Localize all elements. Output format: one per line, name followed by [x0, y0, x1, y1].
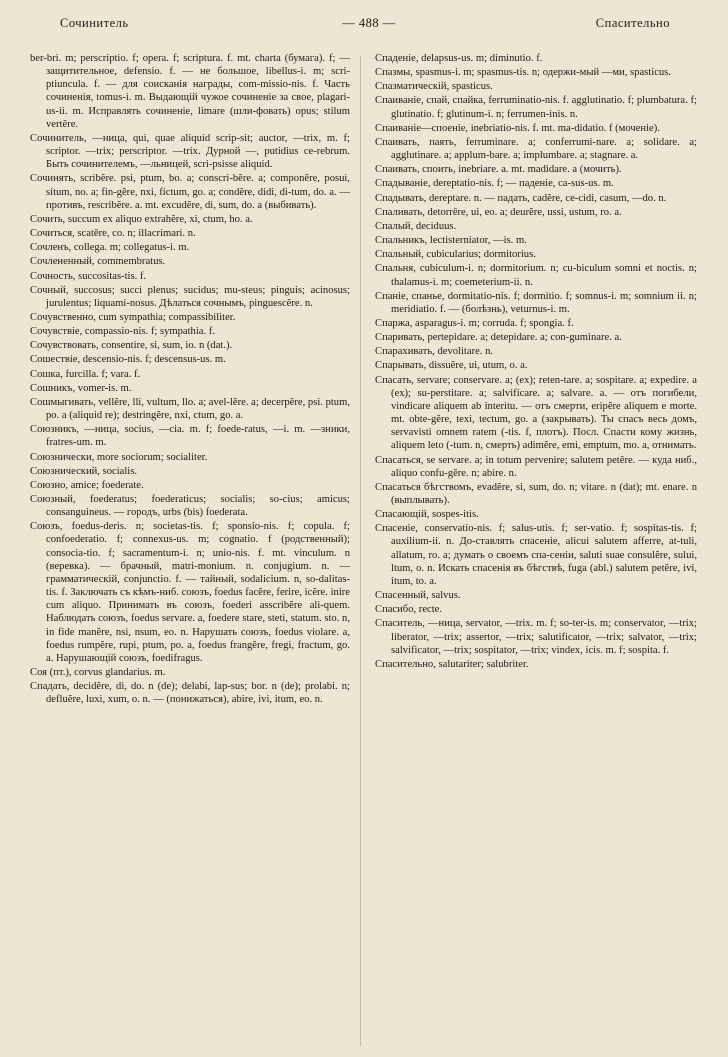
dictionary-entry: Спаситель, —ница, servator, —trix. m. f; so-ter-is. m; conservator, —trix; liberator, —trix; assertor, —trix; salutificator, —trix; salvator, —trix; salvificator, —trix; sospitator, —trix; vindex, icis. m. f; sospita. f. [375, 618, 697, 656]
dictionary-entry: Спасаться, se servare. a; in totum pervenire; salutem petĕre. — куда ниб., aliquo confu-gĕre. n; abire. n. [375, 454, 697, 479]
dictionary-entry: Сочинять, scribĕre. psi, ptum, bo. a; conscri-bĕre. a; componĕre, posui, situm, no. a; fin-gĕre, nxi, fictum, go. a; condĕre, didi, di-tum, do. a. — противъ, rescribĕre. a. mt. excudĕre, di, sum, do. a (выбивать). [30, 173, 350, 211]
dictionary-entry: Спаивать, споить, inebriare. a. mt. madidare. a (мочить). [375, 164, 622, 176]
dictionary-entry: Сошка, furcilla. f; vara. f. [30, 368, 141, 380]
dictionary-entry: Спаривать, pertepidare. a; detepidare. a; con-guminare. a. [375, 332, 622, 344]
dictionary-entry: Сочувственно, cum sympathia; compassibiliter. [30, 311, 236, 323]
dictionary-entry: Сочлененный, commembratus. [30, 256, 166, 268]
dictionary-entry: Сочность, succositas-tis. f. [30, 270, 147, 282]
dictionary-entry: Союзникъ, —ница, socius, —cia. m. f; foede-ratus, —i. m. —зники, fratres-um. m. [30, 424, 350, 449]
dictionary-entry: Спасающій, sospes-itis. [375, 509, 479, 521]
dictionary-entry: Спадываніе, dereptatio-nis. f; — паденіе, ca-sus-us. m. [375, 178, 614, 190]
dictionary-entry: Спасенный, salvus. [375, 590, 461, 602]
dictionary-entry: Сочиться, scatēre, co. n; illacrimari. n. [30, 228, 196, 240]
dictionary-entry: Спадать, decidĕre, di, do. n (de); delabi, lap-sus; bor. n (de); prolabi. n; defluĕre, luxi, xum, o. n. — (понижаться), abire, ivi, itum, eo. n. [30, 681, 350, 706]
dictionary-entry: Спасать, servare; conservare. a; (ex); reten-tare. a; sospitare. a; expedire. a (ex); su-perstitare. a; salvificare. a; salvare. a. — отъ погибели, vindicare aliquem ab interitu. — отъ смерти, eripĕre aliquem e morte. mt. obte-gĕre, texi, tectum, go. a (закрывать). Ты спасъ весь домъ, servavisti omnem ratem (-tis. f, плотъ). Посл. Спасти кому жизнь, aliquem leto (-tum. n, смерть) adimĕre, emi, emptum, mo. a, отнимать. [375, 374, 697, 452]
dictionary-entry: Союзъ, foedus-deris. n; societas-tis. f; sponsio-nis. f; copula. f; confoederatio. f; connexus-us. m; cognatio. f (родственный); consocia-tio. f; sacramentum-i. n; unio-nis. f. mt. vinculum. n (веревка). — брачный, matri-monium. n. conjugium. n. — грамматическій, conjunctio. f. — тайный, sodalicium. n, so-dalitas-tis. f. Заключать съ кѣмъ-ниб. союзъ, foedus facĕre, ferire, icĕre. inire cum aliquo. Принимать въ союзъ, foederi asscribĕre ali-quem. Наблюдать союзъ, foedus servare. a, foedere stare, steti, statum. sto. n, in fide manĕre, nsi, nsum, eo. n. Нарушать союзъ, foedus violare. a, foedus rumpĕre, rupi, ptum, po. a, foedus frangĕre, fregi, fractum, go. a. Нарушающій союзъ, foedifragus. [30, 521, 350, 664]
dictionary-entry: Спасибо, recte. [375, 604, 443, 616]
dictionary-entry: Спаиваніе—споеніе, inebriatio-nis. f. mt. ma-didatio. f (моченіе). [375, 122, 660, 134]
dictionary-entry: Спальный, cubicularius; dormitorius. [375, 249, 536, 261]
dictionary-entry: Спальникъ, lectisterniator, —is. m. [375, 235, 527, 247]
dictionary-entry: Союзный, foederatus; foederaticus; socialis; so-cius; amicus; consanguineus. — городъ, urbs (bis) foederata. [30, 494, 350, 519]
dictionary-entry: Сочить, succum ex aliquo extrahĕre, xi, ctum, ho. a. [30, 213, 253, 225]
dictionary-entry: Спарахивать, devolitare. n. [375, 346, 494, 358]
dictionary-entry: Сочный, succosus; succi plenus; sucidus; mu-steus; pinguis; acinosus; jurulentus; liquami-nosus. Дѣлаться сочнымъ, pinguescĕre. n. [30, 284, 350, 309]
dictionary-entry: Спаивать, паять, ferruminare. a; conferrumi-nare. a; solidare. a; agglutinare. a; applum-bare. a; implumbare. a; stagnare. a. [375, 136, 697, 162]
dictionary-entry: Спаніе, спанье, dormitatio-nis. f; dormitio. f; somnus-i. m; somnium ii. n; meridiatio. f. — (болѣзнь), veturnus-i. m. [375, 290, 697, 315]
dictionary-entry: Спарывать, dissuĕre, ui, utum, o. a. [375, 360, 528, 372]
dictionary-entry: Спальня, cubiculum-i. n; dormitorium. n; cu-biculum somni et noctis. n; thalamus-i. m; coemeterium-ii. n. [375, 263, 697, 288]
dictionary-entry: Спазмы, spasmus-i. m; spasmus-tis. n; одержи-мый —ми, spasticus. [375, 67, 671, 79]
running-head [34, 16, 704, 38]
dictionary-entry: Спасаться бѣгствомъ, evadĕre, si, sum, do. n; vitare. n (dat); mt. enare. n (выплывать). [375, 481, 697, 506]
dictionary-entry: Спадывать, dereptare. n. — падать, cadĕre, ce-cidi, casum, —do. n. [375, 192, 667, 204]
column-divider [360, 56, 361, 1046]
dictionary-entry: Сочинитель, —ница, qui, quae aliquid scrip-sit; auctor, —trix, m. f; scriptor. —trix; perscriptor. —trix. Дурной —, putidius ce-rebrum. Быть сочинителемъ, —льницей, scri-psisse aliquid. [30, 132, 350, 171]
page-number: — 488 — [342, 16, 396, 30]
dictionary-entry: Спазматическій, spasticus. [375, 81, 493, 93]
left-column [30, 52, 350, 708]
dictionary-entry: Сочувствовать, consentire, si, sum, io. n (dat.). [30, 340, 233, 352]
dictionary-entry: Сошникъ, vomer-is. m. [30, 382, 132, 394]
dictionary-entry: Союзно, amice; foederate. [30, 479, 144, 491]
dictionary-entry: ber-bri. m; perscriptio. f; opera. f; scriptura. f. mt. charta (бумага). f; — защитительное, defensio. f. — не большое, libellus-i. m; scri-ptiuncula. f. — для соисканія награды, com-missio-nis. f. Часть сочиненія, tomus-i. m. Выдающій чужое сочиненіе за свое, plagari-us-ii. m. Исправлять сочиненіе, limare (шли-фовать) opus; stilum vertĕre. [30, 53, 350, 130]
right-column [375, 52, 697, 672]
dictionary-entry: Сочувствіе, compassio-nis. f; sympathia. f. [30, 326, 215, 338]
dictionary-entry: Спаржа, asparagus-i. m; corruda. f; spongia. f. [375, 317, 574, 329]
header-left-word: Сочинитель [60, 16, 129, 30]
dictionary-entry: Союзнический, socialis. [30, 465, 138, 477]
dictionary-entry: Спасеніе, conservatio-nis. f; salus-utis. f; ser-vatio. f; sospitas-tis. f; auxilium-ii. n. До-ставлять спасеніе, alicui salutem afferre, at-tuli, allatum, ro. a; думать о своемъ спа-сеніи, saluti suae consulĕre, sului, ltum, o. n. Искать спасенія въ бѣгствѣ, fuga (abl.) salutem petĕre, ivi, itum, to. a. [375, 523, 697, 587]
dictionary-entry: Сошмыгивать, vellĕre, lli, vultum, llo. a; avel-lĕre. a; decerpĕre, psi. ptum, po. a (aliquid re); destringĕre, nxi, ctum, go. a. [30, 396, 350, 422]
dictionary-entry: Спаиваніе, спай, спайка, ferruminatio-nis. f. agglutinatio. f; plumbatura. f; glutinatio. f; glutinum-i. n; ferrumen-inis. n. [375, 95, 697, 120]
dictionary-entry: Спалый, deciduus. [375, 220, 457, 232]
dictionary-entry: Союзнически, more sociorum; socialiter. [30, 451, 208, 463]
dictionary-entry: Спасительно, salutariter; salubriter. [375, 658, 529, 670]
dictionary-entry: Сочленъ, collega. m; collegatus-i. m. [30, 242, 190, 254]
header-right-word: Спасительно [595, 16, 670, 30]
dictionary-entry: Соя (пт.), corvus glandarius. m. [30, 667, 166, 679]
dictionary-entry: Сошествіе, descensio-nis. f; descensus-us. m. [30, 354, 226, 366]
dictionary-entry: Спаденіе, delapsus-us. m; diminutio. f. [375, 53, 543, 64]
dictionary-entry: Спаливать, detorrēre, ui, eo. a; deurĕre, ussi, ustum, ro. a. [375, 206, 622, 218]
